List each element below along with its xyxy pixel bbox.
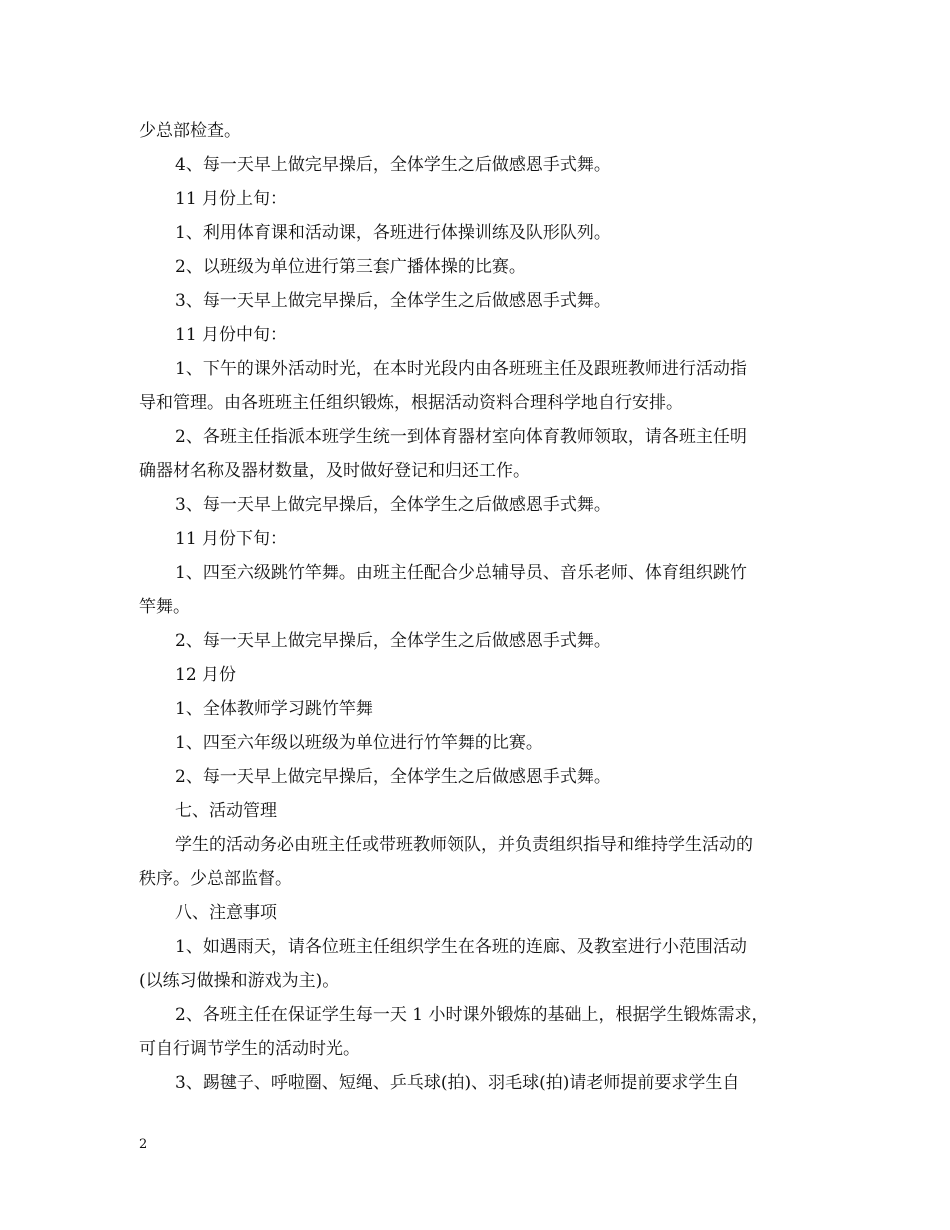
text-line: 2、每一天早上做完早操后，全体学生之后做感恩手式舞。 [175,767,611,787]
text-line: 1、利用体育课和活动课，各班进行体操训练及队形队列。 [175,223,611,243]
text-line: 2、每一天早上做完早操后，全体学生之后做感恩手式舞。 [175,631,611,651]
text-line: 少总部检查。 [139,121,241,141]
text-line: 八、注意事项 [175,903,277,923]
text-line: 七、活动管理 [175,801,277,821]
text-line: 2、各班主任在保证学生每一天 1 小时课外锻炼的基础上，根据学生锻炼需求， [175,1005,769,1025]
text-line: 竿舞。 [139,597,190,617]
text-line: 3、每一天早上做完早操后，全体学生之后做感恩手式舞。 [175,291,611,311]
text-line: 3、每一天早上做完早操后，全体学生之后做感恩手式舞。 [175,495,611,515]
text-line: 秩序。少总部监督。 [139,869,292,889]
text-line: 1、四至六年级以班级为单位进行竹竿舞的比赛。 [175,733,543,753]
text-line: 1、四至六级跳竹竿舞。由班主任配合少总辅导员、音乐老师、体育组织跳竹 [175,563,747,583]
text-line: 1、下午的课外活动时光，在本时光段内由各班班主任及跟班教师进行活动指 [175,359,747,379]
text-line: 11 月份中旬： [175,325,288,345]
text-line: 确器材名称及器材数量，及时做好登记和归还工作。 [139,461,530,481]
text-line: 4、每一天早上做完早操后，全体学生之后做感恩手式舞。 [175,155,611,175]
text-line: 1、如遇雨天，请各位班主任组织学生在各班的连廊、及教室进行小范围活动 [175,937,747,957]
text-line: 2、以班级为单位进行第三套广播体操的比赛。 [175,257,526,277]
page-number: 2 [139,1137,148,1152]
text-line: (以练习做操和游戏为主)。 [139,971,340,991]
document-body [139,114,819,1100]
text-line: 2、各班主任指派本班学生统一到体育器材室向体育教师领取，请各班主任明 [175,427,747,447]
text-line: 1、全体教师学习跳竹竿舞 [175,699,373,719]
text-line: 3、踢毽子、呼啦圈、短绳、乒乓球(拍)、羽毛球(拍)请老师提前要求学生自 [175,1073,740,1093]
text-line: 12 月份 [175,665,237,685]
text-line: 可自行调节学生的活动时光。 [139,1039,360,1059]
text-line: 11 月份上旬： [175,189,288,209]
text-line: 学生的活动务必由班主任或带班教师领队，并负责组织指导和维持学生活动的 [175,835,753,855]
text-line: 11 月份下旬： [175,529,288,549]
text-line: 导和管理。由各班班主任组织锻炼，根据活动资料合理科学地自行安排。 [139,393,683,413]
